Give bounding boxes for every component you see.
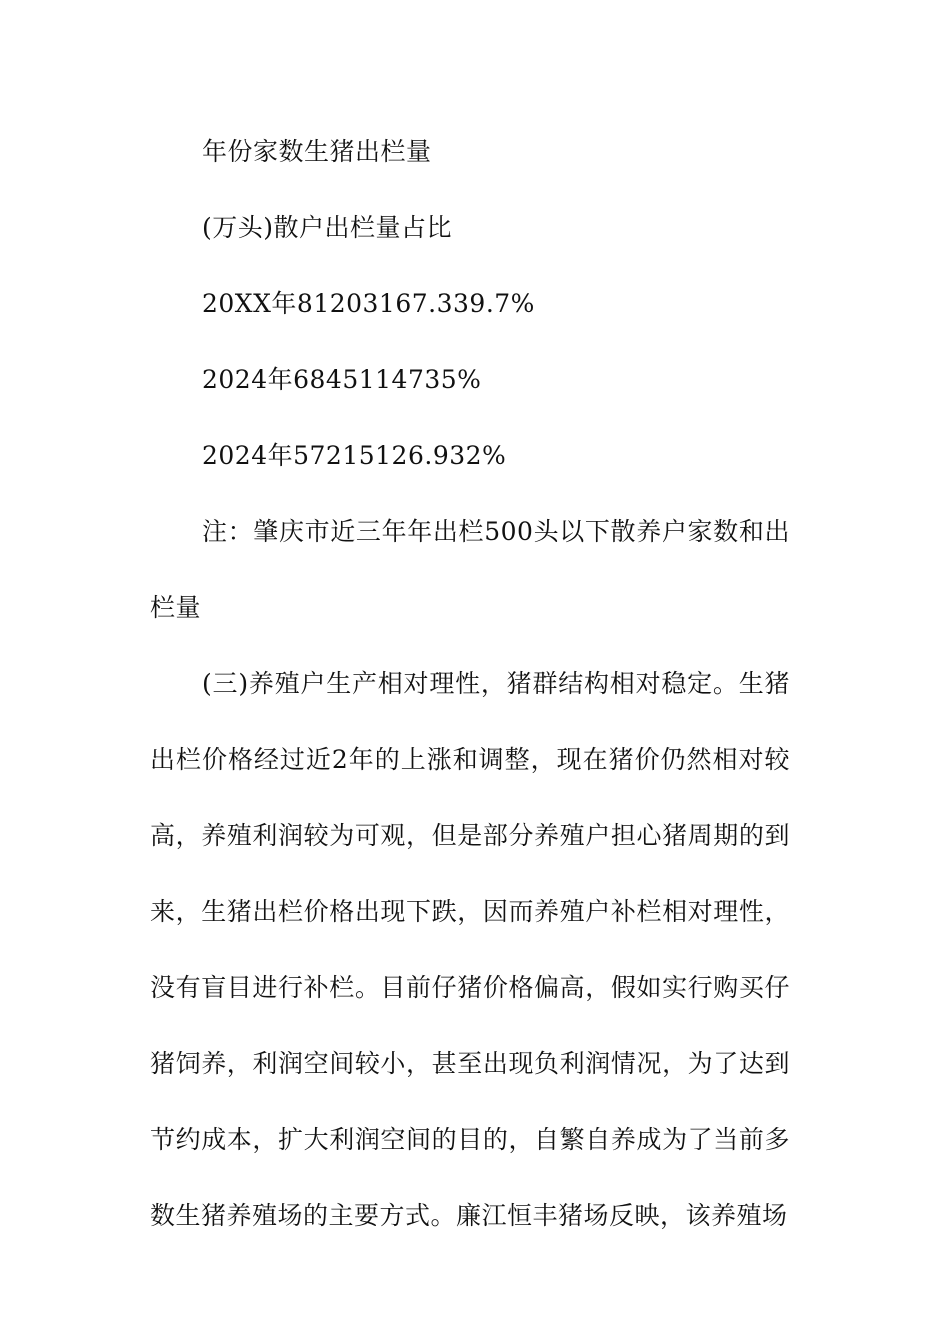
table-row-year-1: 20XX年81203167.339.7% [202, 289, 535, 318]
table-note: 注：肇庆市近三年年出栏500头以下散养户家数和出栏量 [150, 517, 790, 622]
document-body [150, 114, 790, 1254]
table-header-line-2: (万头)散户出栏量占比 [202, 213, 453, 242]
table-header-line-1: 年份家数生猪出栏量 [202, 137, 432, 166]
table-row-year-3: 2024年57215126.932% [202, 441, 507, 470]
body-paragraph: (三)养殖户生产相对理性，猪群结构相对稳定。生猪出栏价格经过近2年的上涨和调整，现在猪价仍然相对较高，养殖利润较为可观，但是部分养殖户担心猪周期的到来，生猪出栏价格出现下跌，因而养殖户补栏相对理性，没有盲目进行补栏。目前仔猪价格偏高，假如实行购买仔猪饲养，利润空间较小，甚至出现负利润情况，为了达到节约成本，扩大利润空间的目的，自繁自养成为了当前多数生猪养殖场的主要方式。廉江恒丰猪场反映，该养殖场 [150, 669, 790, 1230]
table-row-year-2: 2024年6845114735% [202, 365, 482, 394]
